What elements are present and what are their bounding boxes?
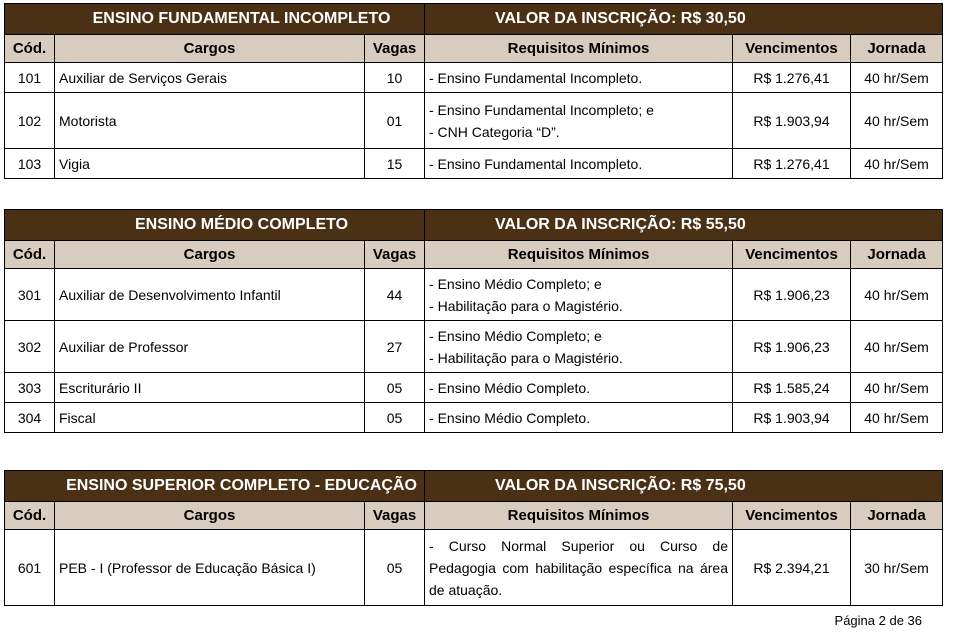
fee-title: VALOR DA INSCRIÇÃO: R$ 75,50 [425, 471, 943, 502]
cell-vencimentos: R$ 1.906,23 [733, 321, 851, 373]
col-jornada: Jornada [851, 502, 943, 530]
cell-vencimentos: R$ 1.903,94 [733, 93, 851, 149]
cell-code: 601 [5, 530, 55, 606]
cell-jornada: 40 hr/Sem [851, 403, 943, 433]
cell-requisitos: - Ensino Fundamental Incompleto. [425, 149, 733, 179]
cell-jornada: 40 hr/Sem [851, 321, 943, 373]
level-title: ENSINO FUNDAMENTAL INCOMPLETO [5, 4, 425, 35]
cell-requisitos: - Ensino Fundamental Incompleto. [425, 63, 733, 93]
cell-vagas: 27 [365, 321, 425, 373]
cell-code: 303 [5, 373, 55, 403]
cell-vagas: 44 [365, 269, 425, 321]
col-cargos: Cargos [55, 502, 365, 530]
col-codigo: Cód. [5, 241, 55, 269]
col-jornada: Jornada [851, 241, 943, 269]
col-vencimentos: Vencimentos [733, 35, 851, 63]
cell-requisitos: - Curso Normal Superior ou Curso de Pedagogia com habilitação específica na área de atuação. [425, 530, 733, 606]
cell-cargo: Motorista [55, 93, 365, 149]
table-row [5, 149, 943, 179]
table-row [5, 63, 943, 93]
col-jornada: Jornada [851, 35, 943, 63]
cell-jornada: 40 hr/Sem [851, 63, 943, 93]
cell-requisitos: - Ensino Médio Completo. [425, 373, 733, 403]
table-row [5, 530, 943, 606]
cell-vencimentos: R$ 1.276,41 [733, 63, 851, 93]
cell-vencimentos: R$ 1.903,94 [733, 403, 851, 433]
cell-cargo: Auxiliar de Professor [55, 321, 365, 373]
cell-code: 101 [5, 63, 55, 93]
col-vagas: Vagas [365, 35, 425, 63]
col-vencimentos: Vencimentos [733, 502, 851, 530]
col-codigo: Cód. [5, 502, 55, 530]
cell-code: 302 [5, 321, 55, 373]
cell-vagas: 01 [365, 93, 425, 149]
cell-cargo: Fiscal [55, 403, 365, 433]
cell-requisitos: - Ensino Médio Completo. [425, 403, 733, 433]
cell-cargo: Escriturário II [55, 373, 365, 403]
level-title: ENSINO MÉDIO COMPLETO [5, 210, 425, 241]
cell-vencimentos: R$ 1.585,24 [733, 373, 851, 403]
col-vagas: Vagas [365, 502, 425, 530]
table-row [5, 321, 943, 373]
cell-jornada: 40 hr/Sem [851, 373, 943, 403]
cell-code: 301 [5, 269, 55, 321]
col-requisitos: Requisitos Mínimos [425, 241, 733, 269]
cell-requisitos: - Ensino Médio Completo; e - Habilitação para o Magistério. [425, 269, 733, 321]
col-vencimentos: Vencimentos [733, 241, 851, 269]
cell-vencimentos: R$ 1.276,41 [733, 149, 851, 179]
fee-title: VALOR DA INSCRIÇÃO: R$ 55,50 [425, 210, 943, 241]
cell-cargo: PEB - I (Professor de Educação Básica I) [55, 530, 365, 606]
table-row [5, 93, 943, 149]
page-number: Página 2 de 36 [834, 613, 922, 628]
table-row [5, 403, 943, 433]
table-superior-educacao [4, 470, 943, 606]
col-vagas: Vagas [365, 241, 425, 269]
cell-jornada: 40 hr/Sem [851, 149, 943, 179]
col-codigo: Cód. [5, 35, 55, 63]
table-medio-completo [4, 209, 943, 433]
cell-jornada: 40 hr/Sem [851, 93, 943, 149]
fee-title: VALOR DA INSCRIÇÃO: R$ 30,50 [425, 4, 943, 35]
table-row [5, 269, 943, 321]
cell-jornada: 30 hr/Sem [851, 530, 943, 606]
level-title: ENSINO SUPERIOR COMPLETO - EDUCAÇÃO [5, 471, 425, 502]
cell-cargo: Vigia [55, 149, 365, 179]
cell-code: 304 [5, 403, 55, 433]
col-cargos: Cargos [55, 35, 365, 63]
cell-requisitos: - Ensino Médio Completo; e - Habilitação para o Magistério. [425, 321, 733, 373]
cell-vagas: 10 [365, 63, 425, 93]
cell-cargo: Auxiliar de Serviços Gerais [55, 63, 365, 93]
cell-code: 102 [5, 93, 55, 149]
cell-vagas: 15 [365, 149, 425, 179]
col-requisitos: Requisitos Mínimos [425, 35, 733, 63]
cell-vagas: 05 [365, 530, 425, 606]
cell-vagas: 05 [365, 373, 425, 403]
cell-requisitos: - Ensino Fundamental Incompleto; e - CNH Categoria “D”. [425, 93, 733, 149]
cell-vencimentos: R$ 1.906,23 [733, 269, 851, 321]
col-requisitos: Requisitos Mínimos [425, 502, 733, 530]
cell-cargo: Auxiliar de Desenvolvimento Infantil [55, 269, 365, 321]
table-fundamental-incompleto [4, 3, 943, 179]
cell-vagas: 05 [365, 403, 425, 433]
cell-vencimentos: R$ 2.394,21 [733, 530, 851, 606]
col-cargos: Cargos [55, 241, 365, 269]
cell-jornada: 40 hr/Sem [851, 269, 943, 321]
table-row [5, 373, 943, 403]
cell-code: 103 [5, 149, 55, 179]
